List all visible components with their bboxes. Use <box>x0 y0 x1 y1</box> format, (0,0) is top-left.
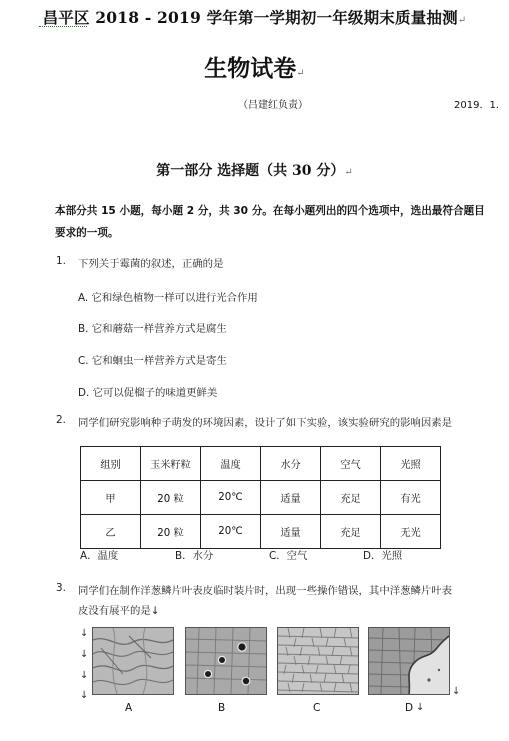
image-label-b: B <box>218 702 226 714</box>
question-text: 下列关于霉菌的叙述，正确的是 <box>78 258 224 270</box>
option-a <box>78 289 258 304</box>
option-b <box>78 320 227 335</box>
arrow-mark: ↓ <box>452 686 461 697</box>
table-cell: 20 粒 <box>141 481 201 515</box>
paragraph-mark: ↵ <box>457 15 467 26</box>
option-text: 它可以促榴子的味道更鲜美 <box>92 387 218 399</box>
table-cell: 适量 <box>261 515 321 549</box>
image-label-d: D <box>405 702 414 714</box>
section-title <box>0 160 509 180</box>
table-header-cell: 玉米籽粒 <box>141 447 201 481</box>
section-title-text: 第一部分 选择题（共 30 分） <box>156 163 345 179</box>
micrograph-b <box>185 627 267 695</box>
option-a: A．温度 <box>80 550 119 562</box>
table-row <box>81 515 441 549</box>
image-label-c: C <box>313 702 321 714</box>
question-number: 2. <box>56 414 66 426</box>
table-row <box>81 481 441 515</box>
table-cell: 有光 <box>381 481 441 515</box>
table-cell: 充足 <box>321 481 381 515</box>
table-header-row <box>81 447 441 481</box>
exam-header <box>0 6 509 28</box>
experiment-table <box>80 446 441 549</box>
option-c <box>78 352 227 367</box>
table-cell: 充足 <box>321 515 381 549</box>
option-d: D．光照 <box>363 550 403 562</box>
option-d <box>78 384 217 399</box>
doc-title <box>0 50 509 83</box>
option-text: 它和蘑菇一样营养方式是腐生 <box>91 323 227 335</box>
table-cell: 无光 <box>381 515 441 549</box>
paragraph-mark: ↵ <box>296 68 305 79</box>
spellcheck-underline <box>39 26 87 27</box>
table-cell: 20℃ <box>201 481 261 515</box>
micrograph-a <box>92 627 174 695</box>
micrograph-c <box>277 627 359 695</box>
table-cell: 20 粒 <box>141 515 201 549</box>
author-note: （吕建红负责） <box>238 100 308 111</box>
table-header-cell: 空气 <box>321 447 381 481</box>
table-header-cell: 光照 <box>381 447 441 481</box>
table-header-cell: 组别 <box>81 447 141 481</box>
question-text-line1: 同学们在制作洋葱鳞片叶表皮临时装片时，出现一些操作错误，其中洋葱鳞片叶表 <box>78 585 453 597</box>
table-cell: 甲 <box>81 481 141 515</box>
arrow-mark: ↓ <box>80 690 89 701</box>
option-label: C. <box>78 355 89 367</box>
paragraph-mark: ↵ <box>344 167 353 178</box>
image-label-a: A <box>125 702 133 714</box>
section-instructions: 本部分共 15 小题，每小题 2 分，共 30 分。在每小题列出的四个选项中，选出最符合题目要求的一项。 <box>55 205 485 239</box>
arrow-mark: ↓ <box>80 670 89 681</box>
table-cell: 20℃ <box>201 515 261 549</box>
arrow-mark: ↓ <box>416 702 425 713</box>
option-label: D. <box>78 387 90 399</box>
arrow-mark: ↓ <box>80 649 89 660</box>
micrograph-d <box>368 627 450 695</box>
option-c: C．空气 <box>269 550 308 562</box>
table-header-cell: 温度 <box>201 447 261 481</box>
question-number: 1. <box>56 255 66 267</box>
doc-title-text: 生物试卷 <box>204 55 297 82</box>
table-cell: 乙 <box>81 515 141 549</box>
question-text: 同学们研究影响种子萌发的环境因素，设计了如下实验，该实验研究的影响因素是 <box>78 417 453 429</box>
question-text: 皮没有展平的是 <box>78 605 151 617</box>
option-text: 它和绿色植物一样可以进行光合作用 <box>91 292 258 304</box>
arrow-mark: ↓ <box>80 628 89 639</box>
table-cell: 适量 <box>261 481 321 515</box>
exam-date: 2019．1. <box>454 100 499 111</box>
option-b: B．水分 <box>175 550 214 562</box>
option-label: B. <box>78 323 89 335</box>
option-text: 它和蛔虫一样营养方式是寄生 <box>91 355 227 367</box>
question-text-line2 <box>78 602 159 617</box>
question-number: 3. <box>56 582 66 594</box>
table-header-cell: 水分 <box>261 447 321 481</box>
exam-header-text: 昌平区 2018 - 2019 学年第一学期初一年级期末质量抽测 <box>42 8 458 27</box>
option-label: A. <box>78 292 89 304</box>
arrow-mark: ↓ <box>150 605 160 617</box>
